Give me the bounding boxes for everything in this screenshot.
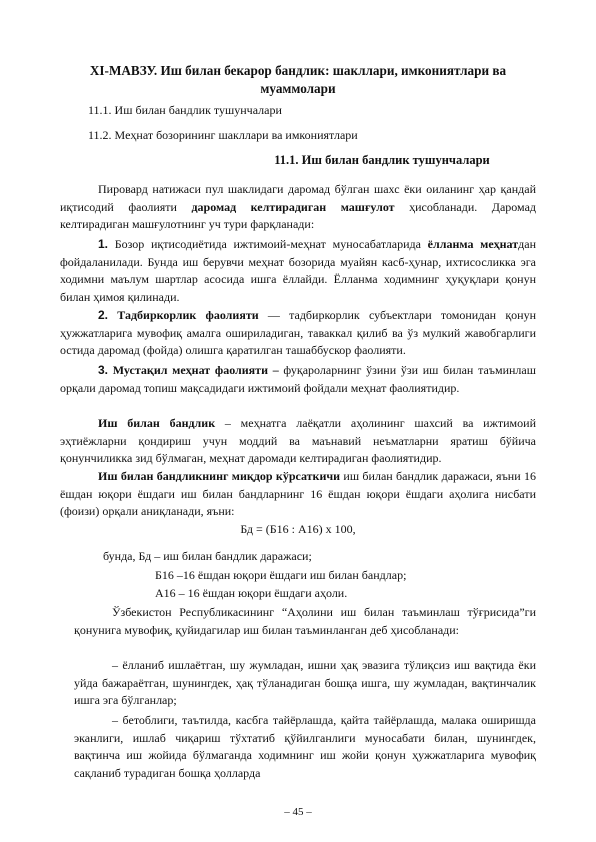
list-item-3 — [60, 362, 536, 397]
section-heading-text: 11.1. Иш билан бандлик тушунчалари — [274, 153, 490, 167]
item-text-post: — тадбиркорлик субъектлари томонидан қонун ҳужжатларига мувофиқ амалга ошириладиган, таваккал қилиб ва ўз мулкий жавобгарлиги остида даромад (фойда) олишга қаратилган ташаббускор фаолияти. — [60, 308, 536, 357]
formula: Бд = (Б16 : А16) х 100, — [240, 522, 356, 536]
bullet-item: – ёлланиб ишлаётган, шу жумладан, ишни ҳақ эвазига тўлиқсиз иш вақтида ёки уйда бажараётган, шунингдек, ҳақ тўланадиган бошқа ишга, шу жумладан, вақтинчалик ишга эга бўлганлар; — [74, 658, 536, 707]
item-term: Тадбиркорлик фаолияти — [117, 308, 259, 322]
indicator-text: иш билан бандлик даражаси, яъни 16 ёшдан юқори ёшдаги иш билан бандларнинг 16 ёшдан юқори ёшдаги аҳолига нисбати (фоизи) орқали аниқланади, яъни: — [60, 469, 536, 518]
page-number: – 45 – — [284, 806, 312, 818]
intro-text-pre: Пировард натижаси пул шаклидаги даромад бўлган шахс ёки оиланинг ҳар қандай иқтисодий фаолияти — [60, 182, 536, 214]
intro-term: даромад келтирадиган машғулот — [191, 199, 395, 214]
item-number: 3. — [98, 363, 109, 377]
toc-item: 11.1. Иш билан бандлик тушунчалари — [88, 103, 282, 117]
item-number: 1. — [98, 237, 109, 251]
item-term: Мустақил меҳнат фаолияти – — [112, 363, 279, 377]
list-item-2 — [60, 307, 536, 360]
item-number: 2. — [98, 308, 109, 322]
item-term: ёлланма меҳнат — [427, 237, 519, 251]
law-paragraph: Ўзбекистон Республикасининг “Аҳолини иш билан таъминлаш тўғрисида”ги қонунига мувофиқ, қуйидагилар иш билан таъминланган деб ҳисобланади: — [74, 605, 536, 637]
formula-definition: Б16 –16 ёшдан юқори ёшдаги иш билан бандлар; — [155, 568, 407, 582]
toc-item: 11.2. Меҳнат бозорининг шакллари ва имкониятлари — [88, 128, 358, 142]
page-title: XI-МАВЗУ. Иш билан бекарор бандлик: шакллари, имкониятлари ва муаммолари — [89, 63, 507, 96]
indicator-paragraph — [60, 468, 536, 521]
intro-text-post: ҳисобланади. Даромад келтирадиган машғулотнинг уч тури фарқланади: — [60, 199, 537, 231]
bullet-item: – бетоблиги, таътилда, касбга тайёрлашда, қайта тайёрлашда, малака оширишда эканлиги, ишлаб чиқариш тўхтатиб қўйилганлиги муносабати билан, шунингдек, вақтинча иш жойида бўлмаганда ходимнинг иш жойи қонун ҳужжатларига мувофиқ сақланиб турадиган бошқа ҳолларда — [74, 713, 536, 780]
item-text-pre — [108, 308, 117, 322]
formula-definition: А16 – 16 ёшдан юқори ёшдаги аҳоли. — [155, 586, 348, 600]
item-text-post: фуқароларнинг ўзини ўзи иш билан таъминлаш орқали даромад топиш мақсадидаги ижтимоий фойдали меҳнат фаолиятидир. — [60, 363, 536, 395]
employment-term: Иш билан бандлик — [98, 416, 216, 430]
list-item-1 — [60, 236, 536, 306]
section-heading — [60, 152, 536, 168]
intro-paragraph — [60, 181, 536, 234]
item-text-pre: Бозор иқтисодиётида ижтимоий-меҳнат муносабатларида — [108, 237, 428, 251]
indicator-term: Иш билан бандликнинг миқдор кўрсаткичи — [98, 469, 341, 483]
employment-text: – меҳнатга лаёқатли аҳолининг шахсий ва ижтимоий эҳтиёжларни қондириш учун моддий ва маънавий неъматларни яратиш бўйича қонунчиликка зид бўлмаган, меҳнат даромади келтирадиган фаолиятидир. — [60, 416, 536, 465]
formula-where: бунда, Бд – иш билан бандлик даражаси; — [103, 549, 312, 563]
employment-definition — [60, 415, 536, 468]
item-text-post: дан фойдаланилади. Бунда иш берувчи меҳнат бозорида муайян касб-ҳунар, ихтисосликка эга ходимни маълум шартлар асосида ишга ёллайди. Ёлланма ходимнинг ҳуқуқлари қонун билан ҳимоя қилинади. — [60, 237, 537, 304]
